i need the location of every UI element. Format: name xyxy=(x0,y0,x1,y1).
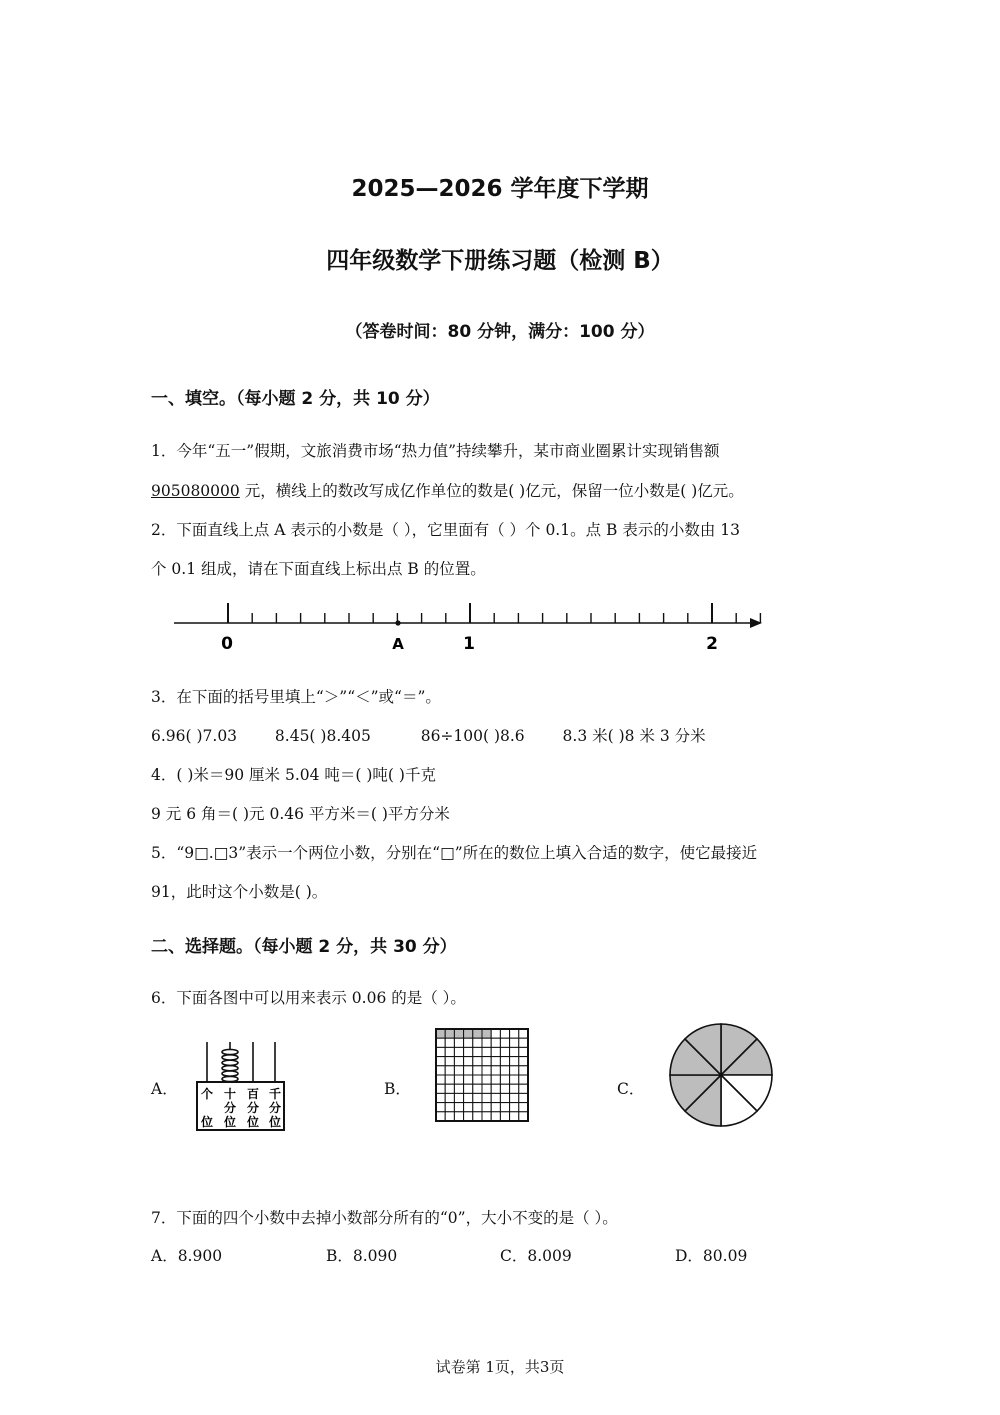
grid-cell xyxy=(510,1112,519,1121)
abacus-label-shi: 十 xyxy=(223,1087,237,1101)
q2-line1: 2．下面直线上点 A 表示的小数是（ ），它里面有（ ）个 0.1。点 B 表示的小数由 13 xyxy=(151,521,740,539)
grid-cell xyxy=(454,1103,463,1112)
abacus-bead xyxy=(222,1055,238,1060)
q2-line2: 个 0.1 组成，请在下面直线上标出点 B 的位置。 xyxy=(151,560,486,578)
circle-sectors xyxy=(670,1024,772,1126)
grid-cell xyxy=(519,1093,528,1102)
grid-cell xyxy=(454,1066,463,1075)
grid-cell xyxy=(500,1103,509,1112)
grid-cell xyxy=(436,1066,445,1075)
grid-cell xyxy=(482,1066,491,1075)
grid-cell xyxy=(436,1038,445,1047)
grid-cell xyxy=(519,1084,528,1093)
number-line[interactable] xyxy=(170,597,770,657)
abacus-bead xyxy=(222,1060,238,1065)
grid-cell xyxy=(473,1103,482,1112)
grid-cell xyxy=(445,1038,454,1047)
grid-cell xyxy=(510,1057,519,1066)
q6-option-c-label[interactable]: C． xyxy=(617,1080,645,1098)
grid-cell xyxy=(510,1075,519,1084)
grid-cell-shaded xyxy=(436,1029,445,1038)
grid-cell xyxy=(510,1103,519,1112)
q3-item-3: 86÷100( )8.6 xyxy=(420,727,525,745)
abacus-bead xyxy=(222,1066,238,1071)
grid-cell xyxy=(491,1103,500,1112)
grid-cell xyxy=(436,1093,445,1102)
q3-item-1: 6.96( )7.03 xyxy=(151,727,238,745)
grid-cell xyxy=(436,1112,445,1121)
grid-cell xyxy=(510,1047,519,1056)
grid-cell xyxy=(445,1093,454,1102)
point-a-dot xyxy=(395,620,400,625)
q3-line1: 3．在下面的括号里填上“＞”“＜”或“＝”。 xyxy=(151,688,441,706)
grid-cell xyxy=(491,1057,500,1066)
exam-title-line1: 2025—2026 学年度下学期 xyxy=(351,176,649,202)
circle-fraction-figure[interactable] xyxy=(666,1020,776,1130)
grid-cell xyxy=(510,1066,519,1075)
grid-cell xyxy=(473,1038,482,1047)
q4-line2: 9 元 6 角＝( )元 0.46 平方米＝( )平方分米 xyxy=(151,805,450,823)
grid-cell xyxy=(500,1047,509,1056)
grid-cell xyxy=(500,1057,509,1066)
grid-cell xyxy=(436,1057,445,1066)
q1-line1: 1．今年“五一”假期，文旅消费市场“热力值”持续攀升，某市商业圈累计实现销售额 xyxy=(151,442,720,460)
q5-line1: 5．“9□.□3”表示一个两位小数，分别在“□”所在的数位上填入合适的数字，使它最接近 xyxy=(151,844,758,862)
grid-cell xyxy=(482,1112,491,1121)
grid-cell-shaded xyxy=(454,1029,463,1038)
grid-cell-shaded xyxy=(482,1029,491,1038)
grid-cell xyxy=(464,1093,473,1102)
grid-cell xyxy=(500,1066,509,1075)
q1-line2-rest: 元，横线上的数改写成亿作单位的数是( )亿元，保留一位小数是( )亿元。 xyxy=(239,482,744,500)
grid-cell xyxy=(445,1084,454,1093)
grid-cell xyxy=(473,1075,482,1084)
grid-cell xyxy=(464,1075,473,1084)
grid-cell xyxy=(482,1093,491,1102)
grid-cell xyxy=(464,1103,473,1112)
grid-cell xyxy=(482,1084,491,1093)
page-footer: 试卷第 1页，共3页 xyxy=(435,1358,565,1376)
grid-cell-shaded xyxy=(445,1029,454,1038)
grid-cell xyxy=(445,1047,454,1056)
grid-cell xyxy=(491,1029,500,1038)
q3-item-2: 8.45( )8.405 xyxy=(274,727,371,745)
grid-cell xyxy=(464,1057,473,1066)
grid-cell xyxy=(464,1112,473,1121)
grid-cell xyxy=(519,1103,528,1112)
abacus-label-fen2: 分 xyxy=(246,1101,260,1115)
section2-heading: 二、选择题。（每小题 2 分，共 30 分） xyxy=(151,937,457,957)
grid-cell xyxy=(500,1075,509,1084)
grid-cell xyxy=(500,1029,509,1038)
grid-cell xyxy=(445,1057,454,1066)
abacus-label-ge: 个 xyxy=(200,1087,214,1101)
grid-cell xyxy=(454,1038,463,1047)
grid-cell xyxy=(491,1066,500,1075)
grid-cell xyxy=(482,1103,491,1112)
grid-cell xyxy=(473,1066,482,1075)
grid-cell xyxy=(519,1112,528,1121)
grid-cell xyxy=(445,1066,454,1075)
grid-cell-shaded xyxy=(473,1029,482,1038)
q1-underlined-number: 905080000 xyxy=(151,482,240,500)
q7-option-b[interactable]: B．8.090 xyxy=(326,1247,398,1265)
grid-cell xyxy=(436,1075,445,1084)
grid-cell xyxy=(454,1084,463,1093)
q7-option-d[interactable]: D．80.09 xyxy=(675,1247,748,1265)
grid-cell xyxy=(510,1093,519,1102)
grid-cell xyxy=(473,1047,482,1056)
hundred-grid-figure[interactable] xyxy=(434,1027,530,1127)
grid-cell xyxy=(510,1084,519,1093)
section1-heading: 一、填空。（每小题 2 分，共 10 分） xyxy=(151,389,440,409)
grid-cell xyxy=(482,1038,491,1047)
tick-label-a: A xyxy=(392,635,404,653)
grid-cell xyxy=(519,1057,528,1066)
grid-cell xyxy=(491,1084,500,1093)
grid-cell xyxy=(482,1047,491,1056)
tick-label-0: 0 xyxy=(221,634,233,654)
grid-cell xyxy=(436,1047,445,1056)
grid-cell xyxy=(454,1075,463,1084)
q3-items xyxy=(151,724,706,746)
grid-cell xyxy=(436,1103,445,1112)
grid-cell xyxy=(500,1084,509,1093)
grid-cell xyxy=(500,1112,509,1121)
grid-cell xyxy=(473,1084,482,1093)
abacus-label-bai: 百 xyxy=(246,1087,260,1101)
tick-label-2: 2 xyxy=(706,634,718,654)
exam-title-line2: 四年级数学下册练习题（检测 B） xyxy=(326,248,674,274)
grid-cell xyxy=(454,1112,463,1121)
q7-option-a[interactable]: A．8.900 xyxy=(151,1247,223,1265)
tick-label-1: 1 xyxy=(463,634,475,654)
hundred-grid-cells xyxy=(436,1029,528,1121)
abacus-bead xyxy=(222,1049,238,1054)
grid-cell xyxy=(500,1038,509,1047)
abacus-label-fen3: 分 xyxy=(268,1101,282,1115)
abacus-label-wei0: 位 xyxy=(200,1115,214,1129)
grid-cell xyxy=(473,1112,482,1121)
q5-line2: 91，此时这个小数是( )。 xyxy=(151,883,328,901)
grid-cell xyxy=(436,1084,445,1093)
grid-cell xyxy=(519,1029,528,1038)
grid-cell xyxy=(473,1057,482,1066)
abacus-label-wei3: 位 xyxy=(268,1115,282,1129)
q1-line2 xyxy=(151,479,744,501)
grid-cell xyxy=(500,1093,509,1102)
grid-cell xyxy=(491,1093,500,1102)
grid-cell xyxy=(519,1066,528,1075)
q3-item-4: 8.3 米( )8 米 3 分米 xyxy=(562,727,706,745)
q6-option-b-label[interactable]: B． xyxy=(384,1080,411,1098)
grid-cell xyxy=(510,1029,519,1038)
grid-cell xyxy=(491,1112,500,1121)
grid-cell xyxy=(482,1057,491,1066)
grid-cell xyxy=(464,1047,473,1056)
grid-cell xyxy=(491,1075,500,1084)
grid-cell xyxy=(519,1047,528,1056)
abacus-bead xyxy=(222,1076,238,1081)
abacus-label-fen1: 分 xyxy=(223,1101,237,1115)
grid-cell xyxy=(519,1075,528,1084)
grid-cell xyxy=(445,1075,454,1084)
q6-text: 6．下面各图中可以用来表示 0.06 的是（ ）。 xyxy=(151,989,466,1007)
grid-cell-shaded xyxy=(464,1029,473,1038)
abacus-label-qian: 千 xyxy=(268,1087,282,1101)
grid-cell xyxy=(464,1066,473,1075)
grid-cell xyxy=(445,1103,454,1112)
q4-line1: 4．( )米＝90 厘米 5.04 吨＝( )吨( )千克 xyxy=(151,766,436,784)
grid-cell xyxy=(454,1047,463,1056)
grid-cell xyxy=(482,1075,491,1084)
abacus-bead xyxy=(222,1071,238,1076)
abacus-figure[interactable] xyxy=(195,1038,287,1132)
grid-cell xyxy=(445,1112,454,1121)
q7-option-c[interactable]: C．8.009 xyxy=(500,1247,572,1265)
grid-cell xyxy=(464,1038,473,1047)
grid-cell xyxy=(491,1047,500,1056)
grid-cell xyxy=(464,1084,473,1093)
grid-cell xyxy=(454,1093,463,1102)
abacus-label-wei2: 位 xyxy=(246,1115,260,1129)
abacus-beads xyxy=(222,1049,238,1081)
number-line-ticks xyxy=(228,603,760,623)
grid-cell xyxy=(519,1038,528,1047)
grid-cell xyxy=(510,1038,519,1047)
grid-cell xyxy=(473,1093,482,1102)
grid-cell xyxy=(454,1057,463,1066)
exam-info: （答卷时间：80 分钟，满分：100 分） xyxy=(345,322,655,342)
grid-cell xyxy=(491,1038,500,1047)
q7-text: 7．下面的四个小数中去掉小数部分所有的“0”，大小不变的是（ ）。 xyxy=(151,1209,618,1227)
q6-option-a-label[interactable]: A． xyxy=(151,1080,178,1098)
abacus-label-wei1: 位 xyxy=(223,1115,237,1129)
